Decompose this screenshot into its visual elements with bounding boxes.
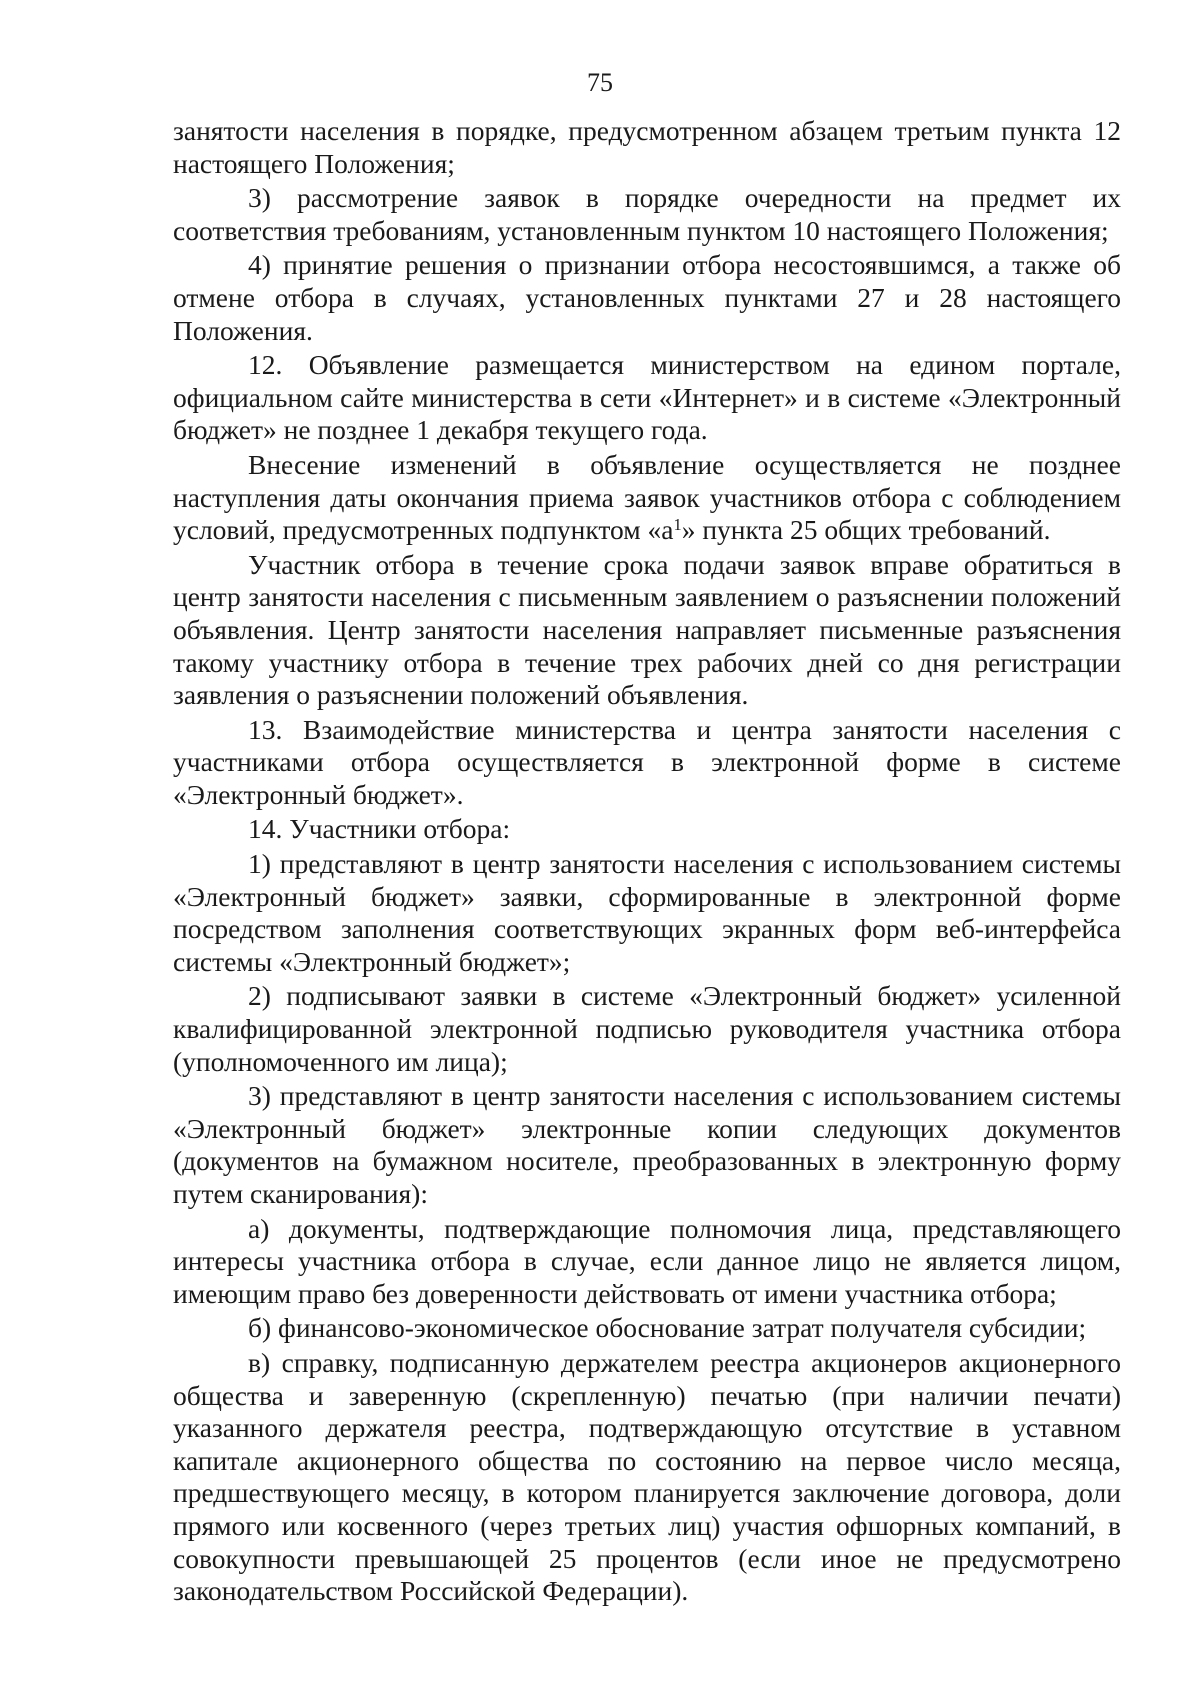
document-body xyxy=(173,115,1121,1608)
paragraph-subitem-v: в) справку, подписанную держателем реестра акционеров акционерного общества и заверенную (скрепленную) печатью (при наличии печати) указанного держателя реестра, подтверждающую отсутствие в уставном капитале акционерного общества по состоянию на первое число месяца, предшествующего месяцу, в котором планируется заключение договора, доли прямого или косвенного (через третьих лиц) участия офшорных компаний, в совокупности превышающей 25 процентов (если иное не предусмотрено законодательством Российской Федерации). xyxy=(173,1346,1121,1607)
paragraph-clarification: Участник отбора в течение срока подачи заявок вправе обратиться в центр занятости населения с письменным заявлением о разъяснении положений объявления. Центр занятости населения направляет письменные разъяснения такому участнику отбора в течение трех рабочих дней со дня регистрации заявления о разъяснении положений объявления. xyxy=(173,548,1121,711)
paragraph-announcement-changes xyxy=(173,449,1121,547)
paragraph-text-before-sup: Внесение изменений в объявление осуществляется не позднее наступления даты окончания приема заявок участников отбора с соблюдением условий, предусмотренных подпунктом «а xyxy=(173,448,1121,546)
paragraph-14-item-1: 1) представляют в центр занятости населения с использованием системы «Электронный бюджет» заявки, сформированные в электронной форме посредством заполнения соответствующих экранных форм веб-интерфейса системы «Электронный бюджет»; xyxy=(173,848,1121,977)
page-number: 75 xyxy=(587,68,613,97)
paragraph-14-item-3: 3) представляют в центр занятости населения с использованием системы «Электронный бюджет» электронные копии следующих документов (документов на бумажном носителе, преобразованных в электронную форму путем сканирования): xyxy=(173,1080,1121,1209)
paragraph-14-item-2: 2) подписывают заявки в системе «Электронный бюджет» усиленной квалифицированной электронной подписью руководителя участника отбора (уполномоченного им лица); xyxy=(173,980,1121,1077)
paragraph-item-4-decision: 4) принятие решения о признании отбора несостоявшимся, а также об отмене отбора в случаях, установленных пунктами 27 и 28 настоящего Положения. xyxy=(173,249,1121,346)
paragraph-text-after-sup: » пункта 25 общих требований. xyxy=(681,514,1051,546)
paragraph-13-interaction: 13. Взаимодействие министерства и центра занятости населения с участниками отбора осуществляется в электронной форме в системе «Электронный бюджет». xyxy=(173,713,1121,810)
paragraph-subitem-b: б) финансово-экономическое обоснование затрат получателя субсидии; xyxy=(248,1312,1087,1344)
superscript-marker: 1 xyxy=(673,515,682,535)
paragraph-item-3-review: 3) рассмотрение заявок в порядке очередности на предмет их соответствия требованиям, установленным пунктом 10 настоящего Положения; xyxy=(173,182,1121,246)
paragraph-subitem-a: а) документы, подтверждающие полномочия лица, представляющего интересы участника отбора в случае, если данное лицо не является лицом, имеющим право без доверенности действовать от имени участника отбора; xyxy=(173,1212,1121,1309)
paragraph-continuation: занятости населения в порядке, предусмотренном абзацем третьим пункта 12 настоящего Положения; xyxy=(173,115,1121,179)
paragraph-14-participants: 14. Участники отбора: xyxy=(248,813,511,845)
paragraph-12-announcement: 12. Объявление размещается министерством на едином портале, официальном сайте министерства в сети «Интернет» и в системе «Электронный бюджет» не позднее 1 декабря текущего года. xyxy=(173,349,1121,446)
